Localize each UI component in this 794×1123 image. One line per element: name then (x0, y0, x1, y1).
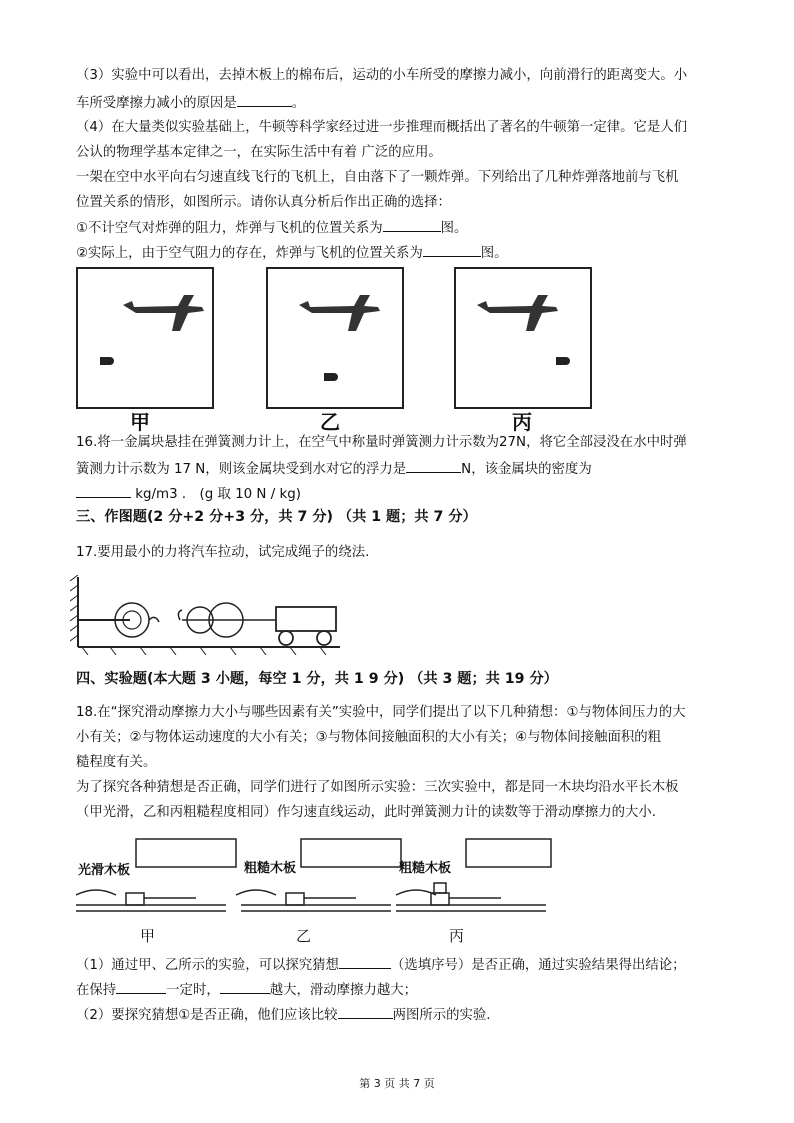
pulley-car-figure (70, 575, 350, 655)
plane-icon (472, 291, 562, 335)
answer-blank[interactable] (76, 483, 131, 498)
figure-label-yi: 乙 (320, 410, 340, 434)
plane-icon (294, 291, 384, 335)
sub-question-1-cont: 在保持 一定时， 越大，滑动摩擦力越大； (76, 979, 734, 1001)
para-5: 一架在空中水平向右匀速直线飞行的飞机上，自由落下了一颗炸弹。下列给出了几种炸弹落地前与飞机 (76, 170, 679, 185)
figure-label-jia: 甲 (130, 410, 150, 434)
bomb-icon (100, 357, 114, 365)
board-label: 粗糙木板 (399, 861, 452, 876)
answer-blank[interactable] (406, 458, 461, 473)
figure-box-jia (76, 267, 214, 409)
figure-box-bing (454, 267, 592, 409)
question-16-cont: 簧测力计示数为 17 N，则该金属块受到水对它的浮力是 N，该金属块的密度为 (76, 458, 734, 480)
question-18: 18.在“探究滑动摩擦力大小与哪些因素有关”实验中，同学们提出了以下几种猜想：①与物体间压力的大 (76, 705, 686, 720)
sub-question-1: （1）通过甲、乙所示的实验，可以探究猜想 （选填序号）是否正确，通过实验结果得出结论； (76, 954, 734, 976)
board-label: 粗糙木板 (244, 861, 297, 876)
question-16: 16.将一金属块悬挂在弹簧测力计上，在空气中称量时弹簧测力计示数为27N，将它全部浸没在水中时弹 (76, 435, 687, 450)
para-3: （3）实验中可以看出，去掉木板上的棉布后，运动的小车所受的摩擦力减小，向前滑行的距离变大。小 (76, 68, 688, 83)
page-footer: 第 3 页 共 7 页 (359, 1077, 435, 1090)
bomb-icon (556, 357, 570, 365)
para-4-cont: 公认的物理学基本定律之一，在实际生活中有着 广泛的应用。 (76, 145, 442, 160)
figure-label-bing: 丙 (449, 927, 465, 945)
figure-label-bing: 丙 (512, 410, 532, 434)
plane-icon (118, 291, 208, 335)
question-18-cont4: （甲光滑，乙和丙粗糙程度相同）作匀速直线运动，此时弹簧测力计的读数等于滑动摩擦力的大小. (76, 805, 657, 820)
sub-question-2: （2）要探究猜想①是否正确，他们应该比较 两图所示的实验. (76, 1004, 734, 1026)
friction-experiment-figure (76, 835, 556, 945)
para-3-cont: 车所受摩擦力减小的原因是 。 (76, 92, 734, 114)
board-label: 光滑木板 (78, 863, 131, 878)
question-18-cont: 小有关；②与物体运动速度的大小有关；③与物体间接触面积的大小有关；④与物体间接触面积的粗 (76, 730, 662, 745)
question-2: ②实际上，由于空气阻力的存在，炸弹与飞机的位置关系为 图。 (76, 242, 734, 264)
para-4: （4）在大量类似实验基础上，牛顿等科学家经过进一步推理而概括出了著名的牛顿第一定律。它是人们 (76, 120, 688, 135)
question-16-cont2: kg/m3 ． (g 取 10 N / kg) (76, 483, 734, 505)
answer-blank[interactable] (220, 979, 270, 994)
answer-blank[interactable] (383, 217, 441, 232)
answer-blank[interactable] (339, 954, 391, 969)
bomb-figure (76, 267, 586, 417)
question-17: 17.要用最小的力将汽车拉动，试完成绳子的绕法. (76, 545, 370, 560)
figure-label-yi: 乙 (296, 927, 312, 945)
question-18-cont2: 糙程度有关。 (76, 755, 157, 770)
section-3-heading: 三、作图题(2 分+2 分+3 分，共 7 分) （共 1 题；共 7 分） (76, 509, 477, 525)
answer-blank[interactable] (423, 242, 481, 257)
bomb-icon (324, 373, 338, 381)
para-5-cont: 位置关系的情形，如图所示。请你认真分析后作出正确的选择： (76, 195, 451, 210)
question-1: ①不计空气对炸弹的阻力，炸弹与飞机的位置关系为 图。 (76, 217, 734, 239)
section-4-heading: 四、实验题(本大题 3 小题，每空 1 分，共 1 9 分) （共 3 题；共 19 分） (76, 671, 558, 687)
figure-label-jia: 甲 (140, 927, 156, 945)
answer-blank[interactable] (338, 1004, 393, 1019)
answer-blank[interactable] (116, 979, 166, 994)
figure-box-yi (266, 267, 404, 409)
answer-blank[interactable] (237, 92, 292, 107)
question-18-cont3: 为了探究各种猜想是否正确，同学们进行了如图所示实验：三次实验中，都是同一木块均沿水平长木板 (76, 780, 679, 795)
